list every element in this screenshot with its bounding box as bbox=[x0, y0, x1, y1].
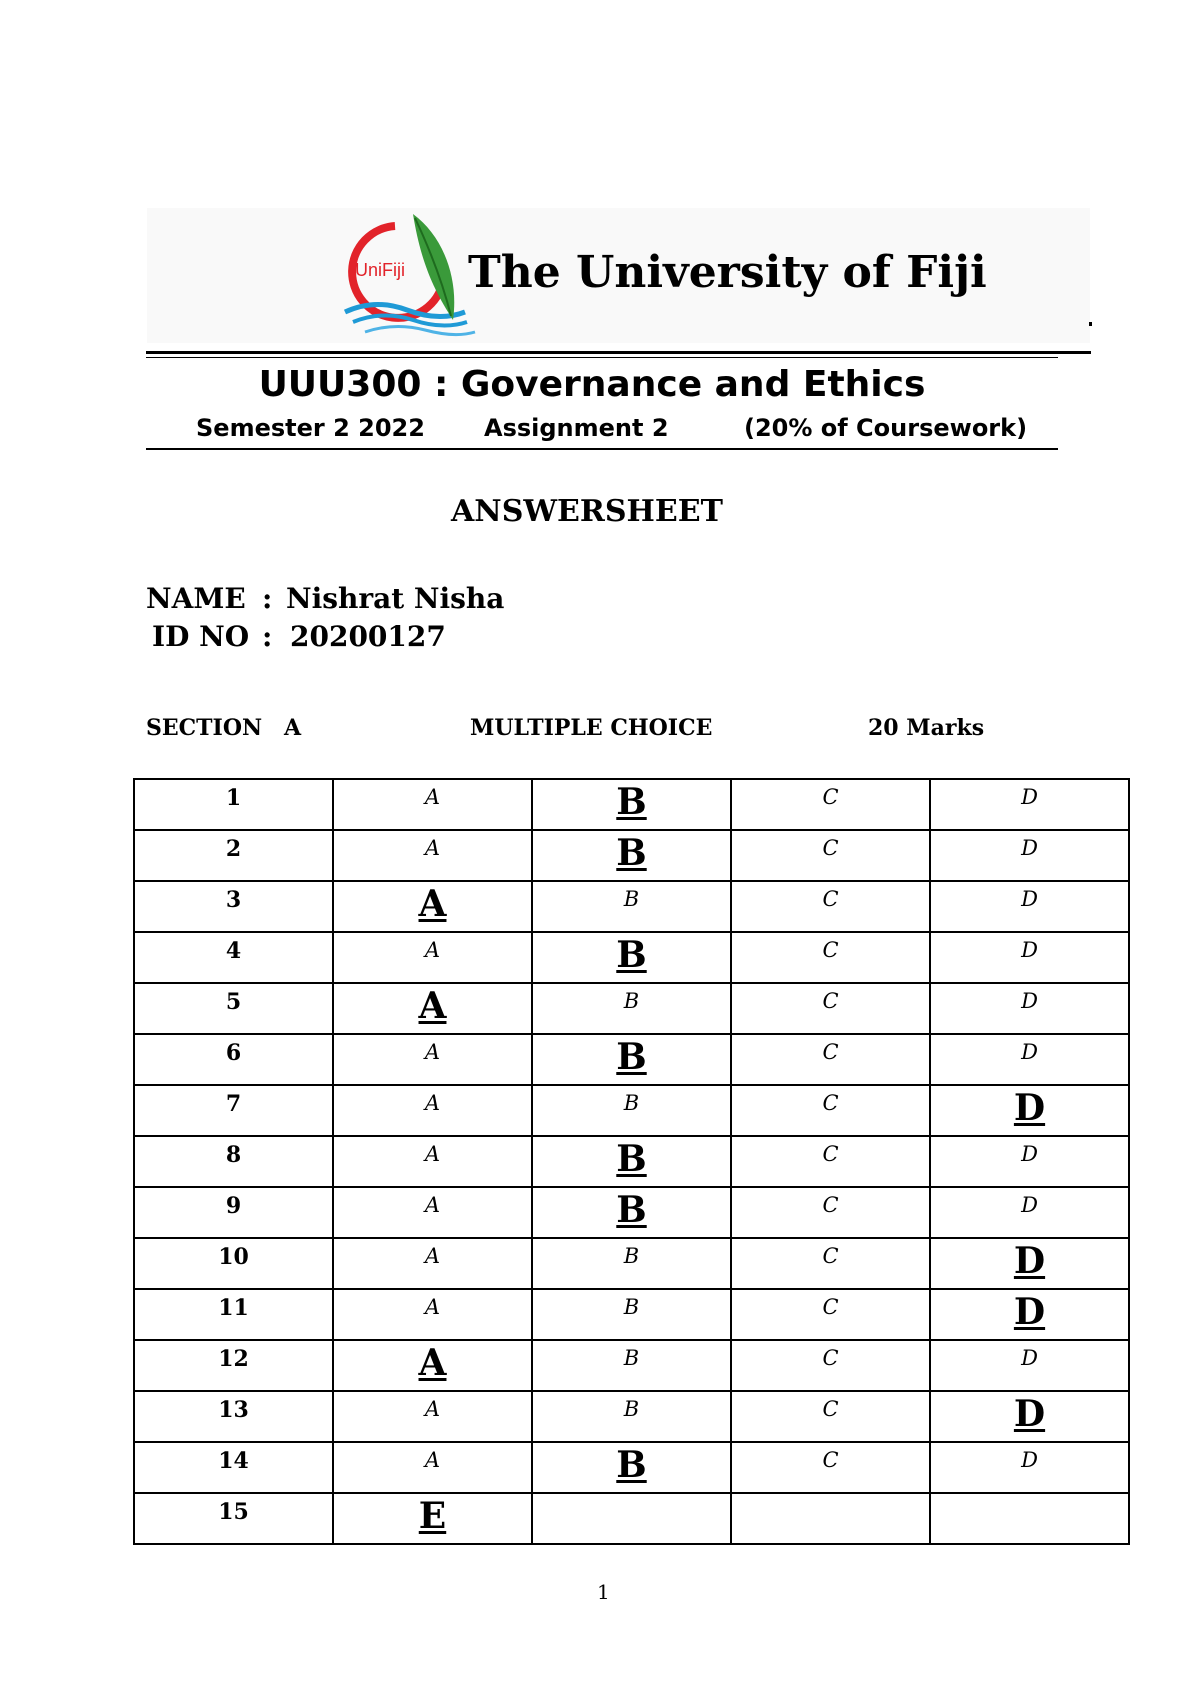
selected-option: B bbox=[616, 781, 647, 823]
question-number: 5 bbox=[134, 983, 333, 1034]
option-cell bbox=[731, 932, 930, 983]
option-cell bbox=[333, 881, 532, 932]
header-rule-thick bbox=[146, 351, 1091, 354]
option-cell bbox=[532, 1442, 731, 1493]
option-cell bbox=[333, 1187, 532, 1238]
selected-option: B bbox=[616, 1444, 647, 1486]
section-marks: 20 Marks bbox=[868, 715, 985, 741]
option-cell bbox=[731, 1340, 930, 1391]
option-cell bbox=[333, 1493, 532, 1544]
answer-row bbox=[134, 1034, 1129, 1085]
option-letter: D bbox=[1021, 1448, 1038, 1472]
selected-option: B bbox=[616, 1138, 647, 1180]
option-letter: A bbox=[424, 836, 441, 860]
question-number: 4 bbox=[134, 932, 333, 983]
university-name: The University of Fiji bbox=[468, 247, 987, 298]
option-cell bbox=[532, 1136, 731, 1187]
selected-option: E bbox=[418, 1495, 447, 1537]
student-name: Nishrat Nisha bbox=[286, 582, 505, 615]
question-number: 1 bbox=[134, 779, 333, 830]
option-cell bbox=[930, 1340, 1129, 1391]
option-cell bbox=[930, 1493, 1129, 1544]
student-id: 20200127 bbox=[290, 620, 446, 653]
answer-row bbox=[134, 881, 1129, 932]
option-cell bbox=[731, 881, 930, 932]
course-title-text: UUU300 : Governance and Ethics bbox=[258, 364, 926, 405]
option-cell bbox=[731, 1187, 930, 1238]
selected-option: B bbox=[616, 1189, 647, 1231]
option-cell bbox=[930, 1034, 1129, 1085]
option-cell bbox=[731, 830, 930, 881]
selected-option: A bbox=[418, 883, 447, 925]
section-label: SECTION bbox=[146, 715, 263, 741]
option-cell bbox=[333, 1391, 532, 1442]
semester-label: Semester 2 2022 bbox=[196, 414, 425, 442]
option-cell bbox=[532, 881, 731, 932]
selected-option: B bbox=[616, 1036, 647, 1078]
banner-dot bbox=[1089, 322, 1092, 326]
option-letter: D bbox=[1021, 887, 1038, 911]
option-letter: A bbox=[424, 1193, 441, 1217]
option-letter: C bbox=[822, 836, 839, 860]
page-number: 1 bbox=[597, 1580, 610, 1604]
answer-row bbox=[134, 830, 1129, 881]
question-number: 12 bbox=[134, 1340, 333, 1391]
option-cell bbox=[532, 1034, 731, 1085]
option-letter: C bbox=[822, 1091, 839, 1115]
id-colon: : bbox=[262, 620, 273, 653]
option-cell bbox=[731, 1034, 930, 1085]
option-cell bbox=[731, 1136, 930, 1187]
option-cell bbox=[930, 881, 1129, 932]
selected-option: A bbox=[418, 985, 447, 1027]
option-letter: C bbox=[822, 1346, 839, 1370]
option-cell bbox=[731, 1289, 930, 1340]
option-cell bbox=[731, 983, 930, 1034]
answer-row bbox=[134, 1442, 1129, 1493]
option-cell bbox=[532, 1340, 731, 1391]
option-letter: C bbox=[822, 887, 839, 911]
option-letter: D bbox=[1021, 1346, 1038, 1370]
option-cell bbox=[333, 830, 532, 881]
option-letter: A bbox=[424, 1244, 441, 1268]
option-letter: B bbox=[623, 1295, 640, 1319]
answer-row bbox=[134, 779, 1129, 830]
option-letter: D bbox=[1021, 1193, 1038, 1217]
option-cell bbox=[333, 983, 532, 1034]
question-number: 8 bbox=[134, 1136, 333, 1187]
question-number: 2 bbox=[134, 830, 333, 881]
option-cell bbox=[333, 1442, 532, 1493]
name-label: NAME bbox=[146, 582, 246, 615]
option-letter: A bbox=[424, 1448, 441, 1472]
question-number: 9 bbox=[134, 1187, 333, 1238]
option-letter: A bbox=[424, 938, 441, 962]
option-cell bbox=[930, 932, 1129, 983]
option-cell bbox=[532, 932, 731, 983]
selected-option: D bbox=[1013, 1240, 1046, 1282]
option-letter: C bbox=[822, 1448, 839, 1472]
option-cell bbox=[930, 1187, 1129, 1238]
option-letter: C bbox=[822, 785, 839, 809]
header-rule-thin bbox=[146, 357, 1058, 358]
section-type: MULTIPLE CHOICE bbox=[470, 715, 713, 741]
option-cell bbox=[930, 1136, 1129, 1187]
option-letter: A bbox=[424, 1040, 441, 1064]
option-cell bbox=[333, 779, 532, 830]
option-cell bbox=[532, 1289, 731, 1340]
option-letter: C bbox=[822, 1193, 839, 1217]
option-letter: D bbox=[1021, 1142, 1038, 1166]
option-cell bbox=[532, 983, 731, 1034]
option-letter: B bbox=[623, 887, 640, 911]
answer-row bbox=[134, 1238, 1129, 1289]
selected-option: D bbox=[1013, 1087, 1046, 1129]
option-cell bbox=[333, 1340, 532, 1391]
answer-row bbox=[134, 1187, 1129, 1238]
question-number: 10 bbox=[134, 1238, 333, 1289]
logo-text: UniFiji bbox=[355, 260, 406, 280]
option-letter: D bbox=[1021, 938, 1038, 962]
option-cell bbox=[930, 1442, 1129, 1493]
option-letter: A bbox=[424, 785, 441, 809]
option-letter: D bbox=[1021, 785, 1038, 809]
option-letter: D bbox=[1021, 836, 1038, 860]
option-letter: B bbox=[623, 1346, 640, 1370]
option-cell bbox=[532, 830, 731, 881]
answer-row bbox=[134, 1340, 1129, 1391]
option-cell bbox=[532, 1493, 731, 1544]
option-cell bbox=[731, 1238, 930, 1289]
option-letter: B bbox=[623, 1244, 640, 1268]
option-letter: C bbox=[822, 1295, 839, 1319]
answer-table bbox=[133, 778, 1130, 1545]
option-cell bbox=[532, 1238, 731, 1289]
answer-table-body bbox=[134, 779, 1129, 1544]
option-letter: A bbox=[424, 1295, 441, 1319]
option-cell bbox=[731, 1085, 930, 1136]
section-letter: A bbox=[284, 715, 302, 741]
option-letter: C bbox=[822, 1397, 839, 1421]
option-letter: B bbox=[623, 1091, 640, 1115]
option-cell bbox=[930, 1391, 1129, 1442]
option-letter: B bbox=[623, 989, 640, 1013]
answer-row bbox=[134, 1085, 1129, 1136]
option-cell bbox=[930, 983, 1129, 1034]
option-letter: C bbox=[822, 989, 839, 1013]
option-letter: D bbox=[1021, 989, 1038, 1013]
answer-row bbox=[134, 983, 1129, 1034]
question-number: 11 bbox=[134, 1289, 333, 1340]
question-number: 3 bbox=[134, 881, 333, 932]
option-cell bbox=[333, 1238, 532, 1289]
option-cell bbox=[532, 779, 731, 830]
answer-row bbox=[134, 1289, 1129, 1340]
course-rule bbox=[146, 448, 1058, 450]
option-letter: B bbox=[623, 1397, 640, 1421]
answer-row bbox=[134, 1391, 1129, 1442]
option-cell bbox=[333, 1289, 532, 1340]
question-number: 7 bbox=[134, 1085, 333, 1136]
option-letter: A bbox=[424, 1142, 441, 1166]
option-cell bbox=[930, 1289, 1129, 1340]
course-title bbox=[0, 364, 1200, 405]
question-number: 14 bbox=[134, 1442, 333, 1493]
coursework-weight: (20% of Coursework) bbox=[744, 414, 1028, 442]
option-letter: C bbox=[822, 1040, 839, 1064]
option-cell bbox=[333, 932, 532, 983]
answer-row bbox=[134, 932, 1129, 983]
option-cell bbox=[930, 779, 1129, 830]
option-cell bbox=[532, 1187, 731, 1238]
selected-option: A bbox=[418, 1342, 447, 1384]
answer-row bbox=[134, 1493, 1129, 1544]
option-cell bbox=[333, 1034, 532, 1085]
option-cell bbox=[731, 1391, 930, 1442]
selected-option: D bbox=[1013, 1291, 1046, 1333]
selected-option: D bbox=[1013, 1393, 1046, 1435]
answersheet-title: ANSWERSHEET bbox=[451, 494, 723, 529]
selected-option: B bbox=[616, 832, 647, 874]
option-cell bbox=[930, 1085, 1129, 1136]
option-cell bbox=[930, 830, 1129, 881]
option-cell bbox=[532, 1391, 731, 1442]
option-cell bbox=[333, 1085, 532, 1136]
question-number: 15 bbox=[134, 1493, 333, 1544]
selected-option: B bbox=[616, 934, 647, 976]
option-letter: C bbox=[822, 938, 839, 962]
option-cell bbox=[731, 1493, 930, 1544]
option-letter: D bbox=[1021, 1040, 1038, 1064]
option-cell bbox=[731, 779, 930, 830]
unifiji-logo-icon bbox=[335, 212, 490, 347]
option-cell bbox=[333, 1136, 532, 1187]
id-label: ID NO bbox=[152, 620, 250, 653]
option-letter: C bbox=[822, 1142, 839, 1166]
question-number: 13 bbox=[134, 1391, 333, 1442]
option-letter: A bbox=[424, 1091, 441, 1115]
option-letter: A bbox=[424, 1397, 441, 1421]
option-cell bbox=[532, 1085, 731, 1136]
question-number: 6 bbox=[134, 1034, 333, 1085]
name-colon: : bbox=[262, 582, 273, 615]
assignment-label: Assignment 2 bbox=[484, 414, 669, 442]
answer-row bbox=[134, 1136, 1129, 1187]
option-cell bbox=[731, 1442, 930, 1493]
option-cell bbox=[930, 1238, 1129, 1289]
option-letter: C bbox=[822, 1244, 839, 1268]
